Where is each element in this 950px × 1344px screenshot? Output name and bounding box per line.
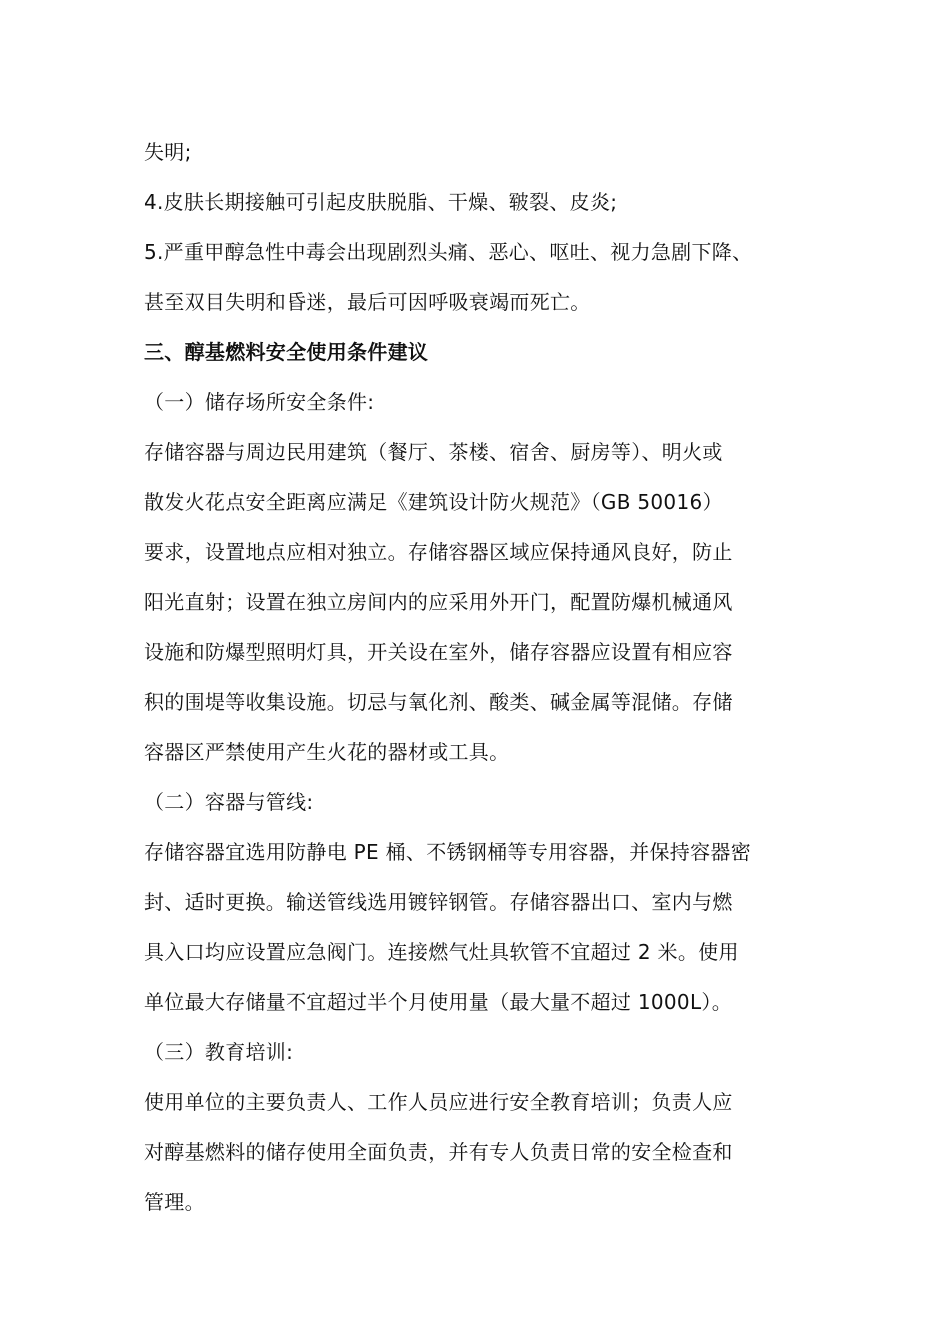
text-line: 对醇基燃料的储存使用全面负责，并有专人负责日常的安全检查和 — [144, 1140, 733, 1164]
text-line: 要求，设置地点应相对独立。存储容器区域应保持通风良好，防止 — [144, 540, 733, 564]
text-line: 阳光直射；设置在独立房间内的应采用外开门，配置防爆机械通风 — [144, 590, 733, 614]
text-line: 单位最大存储量不宜超过半个月使用量（最大量不超过 1000L）。 — [144, 990, 732, 1014]
section-heading: 三、醇基燃料安全使用条件建议 — [144, 340, 429, 364]
text-line: 存储容器宜选用防静电 PE 桶、不锈钢桶等专用容器，并保持容器密 — [144, 840, 752, 864]
subsection-heading: （二）容器与管线: — [144, 790, 314, 814]
text-line: 5.严重甲醇急性中毒会出现剧烈头痛、恶心、呕吐、视力急剧下降、 — [144, 240, 753, 264]
text-line: 存储容器与周边民用建筑（餐厅、茶楼、宿舍、厨房等）、明火或 — [144, 440, 723, 464]
text-line: 甚至双目失明和昏迷，最后可因呼吸衰竭而死亡。 — [144, 290, 591, 314]
text-line: 散发火花点安全距离应满足《建筑设计防火规范》（GB 50016） — [144, 490, 723, 514]
text-line: 4.皮肤长期接触可引起皮肤脱脂、干燥、皲裂、皮炎; — [144, 190, 618, 214]
text-line: 具入口均应设置应急阀门。连接燃气灶具软管不宜超过 2 米。使用 — [144, 940, 739, 964]
text-line: 积的围堤等收集设施。切忌与氧化剂、酸类、碱金属等混储。存储 — [144, 690, 733, 714]
text-line: 设施和防爆型照明灯具，开关设在室外，储存容器应设置有相应容 — [144, 640, 733, 664]
text-line: 封、适时更换。输送管线选用镀锌钢管。存储容器出口、室内与燃 — [144, 890, 733, 914]
document-body — [144, 127, 824, 1227]
text-line: 失明; — [144, 140, 192, 164]
text-line: 管理。 — [144, 1190, 205, 1214]
text-line: 使用单位的主要负责人、工作人员应进行安全教育培训；负责人应 — [144, 1090, 733, 1114]
subsection-heading: （三）教育培训: — [144, 1040, 294, 1064]
text-line: 容器区严禁使用产生火花的器材或工具。 — [144, 740, 510, 764]
subsection-heading: （一）储存场所安全条件: — [144, 390, 375, 414]
